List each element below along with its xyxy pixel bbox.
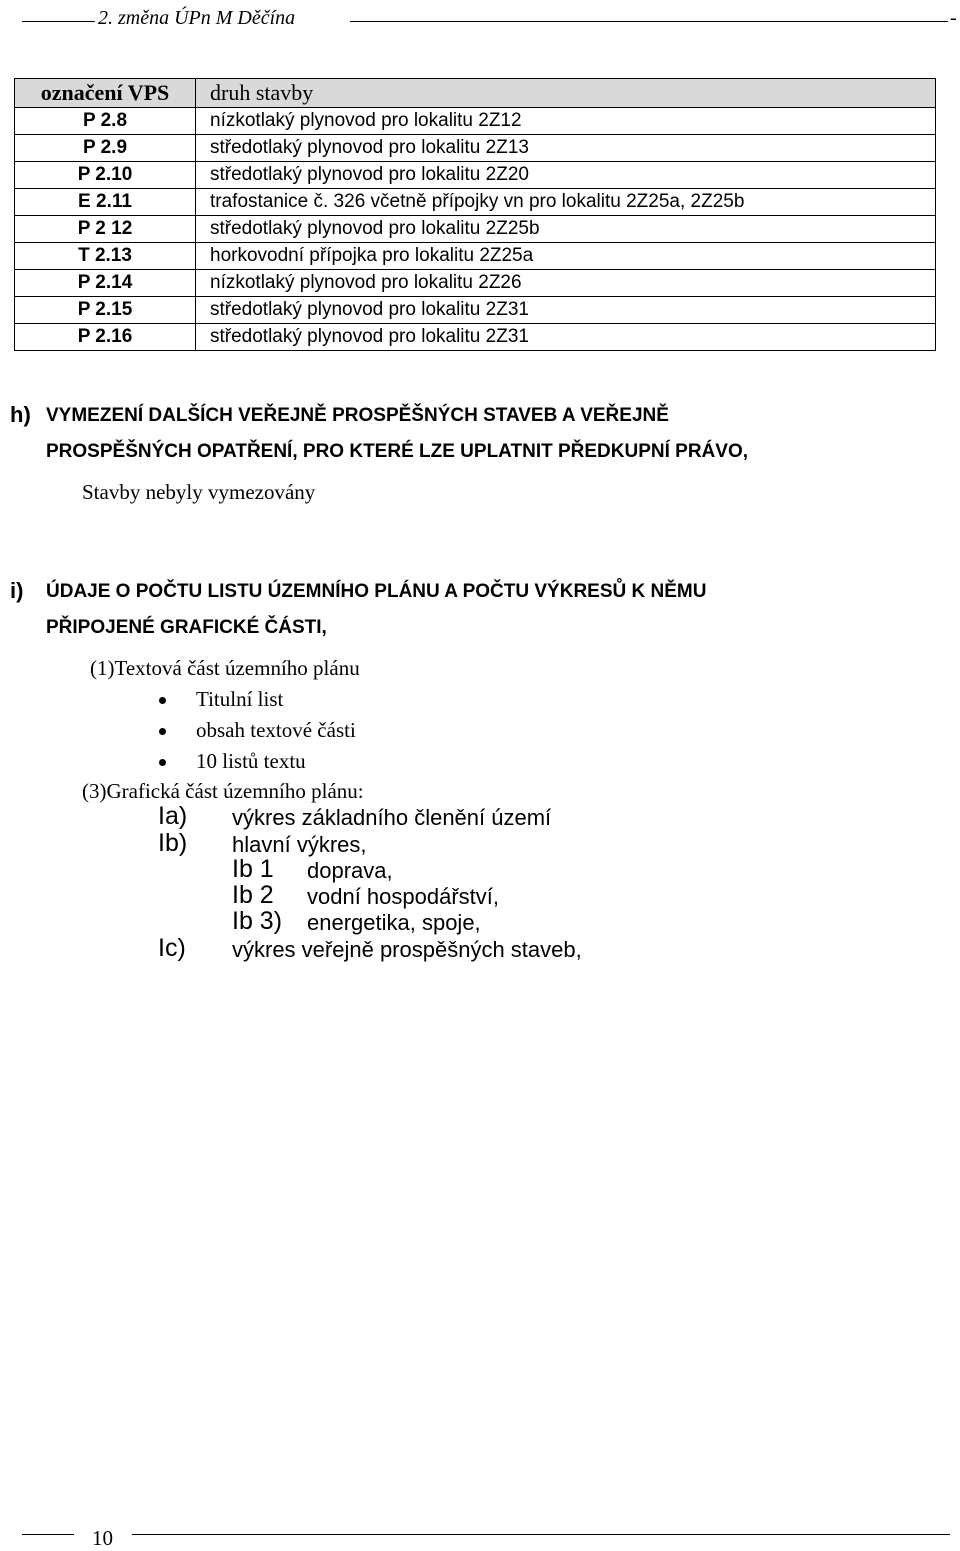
table-row [15, 270, 936, 297]
section-h-heading-line-2: PROSPĚŠNÝCH OPATŘENÍ, PRO KTERÉ LZE UPLATNIT PŘEDKUPNÍ PRÁVO, [46, 441, 749, 462]
page-number: 10 [92, 1526, 113, 1550]
vps-code: P 2.10 [15, 162, 196, 189]
vps-code: P 2.8 [15, 108, 196, 135]
section-i-heading-line-1: ÚDAJE O POČTU LISTU ÚZEMNÍHO PLÁNU A POČTU VÝKRESŮ K NĚMU [46, 581, 707, 602]
vps-table [14, 78, 936, 351]
drawing-code: Ib) [158, 829, 188, 857]
list-item: obsah textové části [196, 718, 356, 742]
section-i-letter: i) [10, 578, 24, 603]
table-row [15, 297, 936, 324]
header-rule-left [22, 21, 95, 22]
footer-rule-left [22, 1534, 74, 1535]
section-h-text: Stavby nebyly vymezovány [82, 480, 316, 504]
section-h-letter: h) [10, 402, 31, 427]
table-row [15, 189, 936, 216]
table-row [15, 216, 936, 243]
section-h-heading-line-1: VYMEZENÍ DALŠÍCH VEŘEJNĚ PROSPĚŠNÝCH STAVEB A VEŘEJNĚ [46, 405, 669, 426]
section-h-heading [10, 402, 940, 462]
drawing-label: vodní hospodářství, [307, 884, 500, 909]
vps-code: T 2.13 [15, 243, 196, 270]
bullet-icon [159, 759, 166, 766]
header-rule-right [350, 21, 948, 22]
column-header-type: druh stavby [196, 79, 936, 108]
drawing-code: Ib 1 [232, 855, 274, 883]
header-dash: - [950, 7, 957, 29]
drawing-label: výkres veřejně prospěšných staveb, [232, 937, 582, 962]
column-header-code: označení VPS [15, 79, 196, 108]
vps-description: horkovodní přípojka pro lokalitu 2Z25a [196, 243, 936, 270]
graphic-part-heading: (3)Grafická část územního plánu: [82, 779, 364, 803]
vps-description: nízkotlaký plynovod pro lokalitu 2Z26 [196, 270, 936, 297]
table-row [15, 162, 936, 189]
section-i-heading-line-2: PŘIPOJENÉ GRAFICKÉ ČÁSTI, [46, 617, 327, 638]
vps-description: středotlaký plynovod pro lokalitu 2Z31 [196, 297, 936, 324]
table-header-row [15, 79, 936, 108]
text-part-heading: (1)Textová část územního plánu [90, 656, 360, 680]
list-item: Titulní list [196, 687, 284, 711]
vps-code: P 2.15 [15, 297, 196, 324]
bullet-icon [159, 728, 166, 735]
vps-description: trafostanice č. 326 včetně přípojky vn pro lokalitu 2Z25a, 2Z25b [196, 189, 936, 216]
header-title: 2. změna ÚPn M Děčína [98, 7, 296, 29]
drawing-label: hlavní výkres, [232, 832, 367, 857]
drawing-code: Ia) [158, 802, 188, 830]
table-row [15, 243, 936, 270]
bullet-icon [159, 697, 166, 704]
vps-description: nízkotlaký plynovod pro lokalitu 2Z12 [196, 108, 936, 135]
vps-description: středotlaký plynovod pro lokalitu 2Z20 [196, 162, 936, 189]
drawing-label: výkres základního členění území [232, 805, 552, 830]
vps-code: E 2.11 [15, 189, 196, 216]
list-item: 10 listů textu [196, 749, 306, 773]
table-row [15, 108, 936, 135]
footer-rule-right [132, 1534, 950, 1535]
page-header [0, 4, 960, 32]
drawing-label: doprava, [307, 858, 393, 883]
vps-code: P 2.9 [15, 135, 196, 162]
drawing-code: Ib 2 [232, 881, 274, 909]
vps-code: P 2.14 [15, 270, 196, 297]
vps-code: P 2.16 [15, 324, 196, 351]
vps-description: středotlaký plynovod pro lokalitu 2Z13 [196, 135, 936, 162]
table-row [15, 135, 936, 162]
drawing-code: Ib 3) [232, 907, 283, 935]
drawing-label: energetika, spoje, [307, 910, 481, 935]
vps-description: středotlaký plynovod pro lokalitu 2Z31 [196, 324, 936, 351]
drawing-code: Ic) [158, 934, 186, 962]
vps-code: P 2 12 [15, 216, 196, 243]
vps-description: středotlaký plynovod pro lokalitu 2Z25b [196, 216, 936, 243]
section-i-heading [10, 578, 940, 638]
table-row [15, 324, 936, 351]
